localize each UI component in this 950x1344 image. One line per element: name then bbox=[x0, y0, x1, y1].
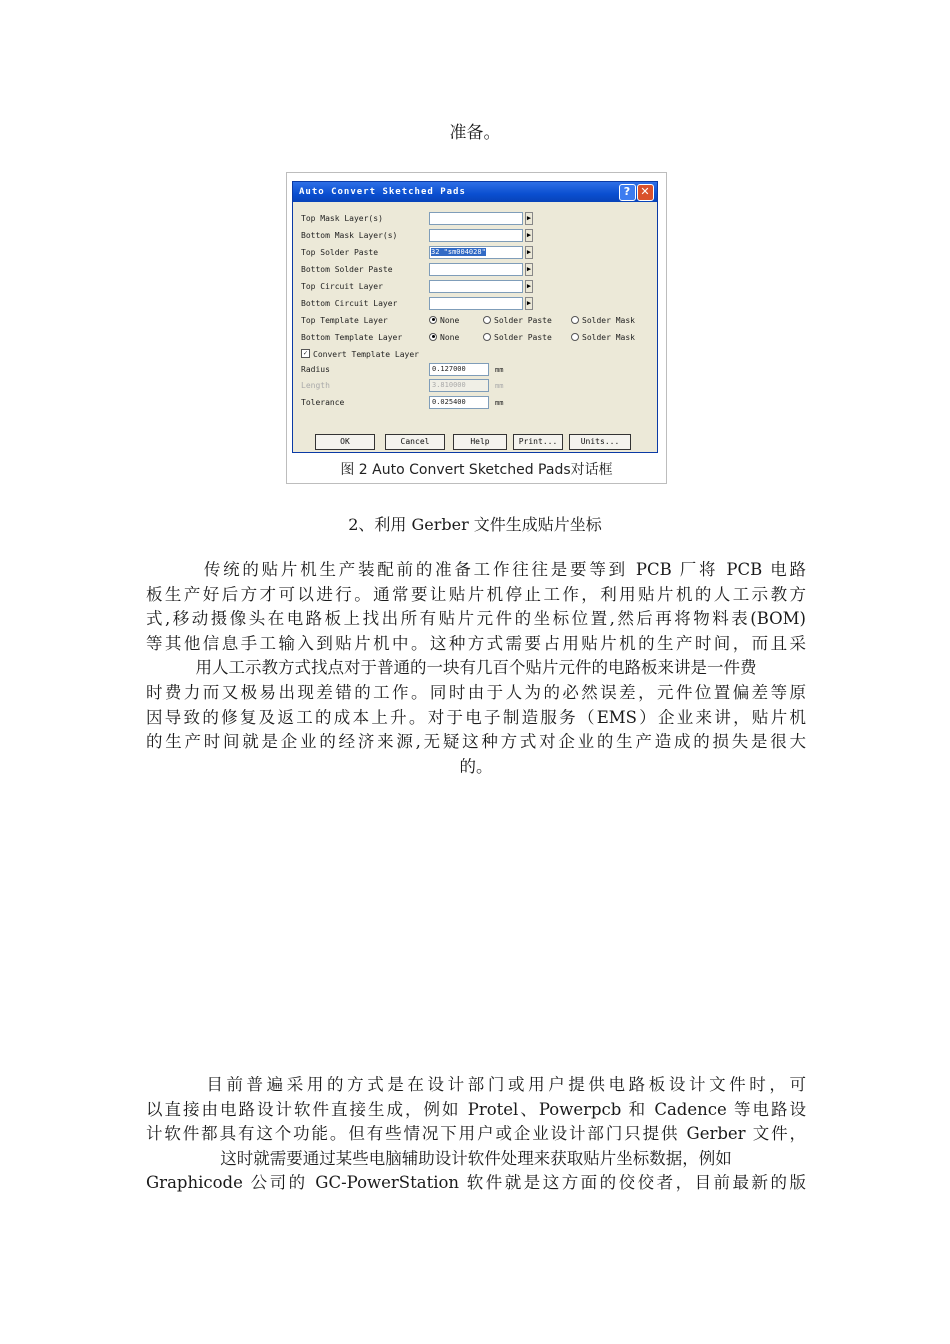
layer-picker-arrow-icon[interactable]: ▶ bbox=[525, 246, 533, 259]
help-button[interactable]: Help bbox=[453, 434, 507, 450]
radio-solder-mask[interactable]: Solder Mask bbox=[571, 314, 635, 328]
bottom-template-row bbox=[301, 331, 651, 345]
radio-solder-paste[interactable]: Solder Paste bbox=[483, 314, 552, 328]
auto-convert-dialog bbox=[292, 181, 658, 453]
text-line: 板生产好后方才可以进行。通常要让贴片机停止工作，利用贴片机的人工示教方 bbox=[146, 584, 806, 604]
dialog-title-bar bbox=[293, 182, 657, 202]
layer-picker-arrow-icon[interactable]: ▶ bbox=[525, 229, 533, 242]
dialog-title: Auto Convert Sketched Pads bbox=[299, 187, 466, 197]
radius-row bbox=[301, 363, 521, 377]
top-template-row bbox=[301, 314, 651, 328]
layer-row-label: Top Solder Paste bbox=[301, 248, 379, 257]
bottom-template-label: Bottom Template Layer bbox=[301, 333, 403, 342]
length-unit: mm bbox=[495, 382, 504, 390]
ok-button[interactable]: OK bbox=[315, 434, 375, 450]
tolerance-label: Tolerance bbox=[301, 398, 345, 407]
radio-dot-icon bbox=[429, 333, 437, 341]
cancel-button[interactable]: Cancel bbox=[385, 434, 445, 450]
text-line: 因导致的修复及返工的成本上升。对于电子制造服务（EMS）企业来讲，贴片机 bbox=[146, 707, 806, 727]
checkbox-check-icon[interactable]: ✓ bbox=[301, 349, 310, 358]
top-line-text: 准备。 bbox=[449, 123, 501, 143]
layer-row-label: Top Mask Layer(s) bbox=[301, 214, 383, 223]
layer-picker-arrow-icon[interactable]: ▶ bbox=[525, 297, 533, 310]
convert-template-row[interactable] bbox=[301, 348, 419, 362]
radio-none[interactable]: None bbox=[429, 314, 459, 328]
close-icon[interactable]: ✕ bbox=[637, 184, 654, 201]
layer-picker-arrow-icon[interactable]: ▶ bbox=[525, 263, 533, 276]
layer-picker-arrow-icon[interactable]: ▶ bbox=[525, 212, 533, 225]
section-heading: 2、利用 Gerber 文件生成贴片坐标 bbox=[348, 515, 602, 534]
text-line: 的生产时间就是企业的经济来源,无疑这种方式对企业的生产造成的损失是很大 bbox=[146, 732, 806, 752]
text-line: Graphicode 公司的 GC-PowerStation 软件就是这方面的佼佼者，目前最新的版 bbox=[146, 1173, 806, 1193]
paragraph bbox=[146, 558, 806, 779]
tolerance-input[interactable]: 0.025400 bbox=[429, 396, 489, 409]
radio-dot-icon bbox=[571, 333, 579, 341]
text-line: 式,移动摄像头在电路板上找出所有贴片元件的坐标位置,然后再将物料表(BOM) bbox=[146, 609, 806, 629]
text-line: 计软件都具有这个功能。但有些情况下用户或企业设计部门只提供 Gerber 文件， bbox=[146, 1124, 806, 1144]
layer-field[interactable] bbox=[429, 263, 523, 276]
paragraph bbox=[146, 1073, 806, 1196]
layer-field[interactable] bbox=[429, 229, 523, 242]
tolerance-row bbox=[301, 396, 521, 410]
text-line: 等其他信息手工输入到贴片机中。这种方式需要占用贴片机的生产时间，而且采 bbox=[146, 633, 806, 653]
help-icon[interactable]: ? bbox=[619, 184, 636, 201]
figure bbox=[286, 172, 667, 484]
layer-row-label: Bottom Circuit Layer bbox=[301, 299, 398, 308]
layer-field[interactable] bbox=[429, 297, 523, 310]
layer-row-label: Top Circuit Layer bbox=[301, 282, 383, 291]
tolerance-unit: mm bbox=[495, 399, 504, 407]
radio-dot-icon bbox=[571, 316, 579, 324]
radius-input[interactable]: 0.127000 bbox=[429, 363, 489, 376]
convert-template-label: Convert Template Layer bbox=[313, 350, 419, 359]
top-template-label: Top Template Layer bbox=[301, 316, 388, 325]
radius-label: Radius bbox=[301, 365, 330, 374]
figure-caption: 图 2 Auto Convert Sketched Pads对话框 bbox=[340, 462, 613, 478]
print-button[interactable]: Print... bbox=[513, 434, 563, 450]
radio-dot-icon bbox=[429, 316, 437, 324]
radio-solder-paste[interactable]: Solder Paste bbox=[483, 331, 552, 345]
layer-field[interactable] bbox=[429, 280, 523, 293]
radio-solder-mask[interactable]: Solder Mask bbox=[571, 331, 635, 345]
layer-row-label: Bottom Mask Layer(s) bbox=[301, 231, 398, 240]
radio-none[interactable]: None bbox=[429, 331, 459, 345]
text-line: 时费力而又极易出现差错的工作。同时由于人为的必然误差，元件位置偏差等原 bbox=[146, 682, 806, 702]
layer-field[interactable]: 32 "sm004028" bbox=[429, 246, 523, 259]
text-line: 以直接由电路设计软件直接生成，例如 Protel、Powerpcb 和 Cadence 等电路设 bbox=[146, 1099, 806, 1119]
text-line: 这时就需要通过某些电脑辅助设计软件处理来获取贴片坐标数据，例如 bbox=[220, 1148, 732, 1168]
text-line: 用人工示教方式找点对于普通的一块有几百个贴片元件的电路板来讲是一件费 bbox=[195, 658, 757, 678]
text-line: 传统的贴片机生产装配前的准备工作往往是要等到 PCB 厂将 PCB 电路 bbox=[146, 560, 806, 579]
layer-picker-arrow-icon[interactable]: ▶ bbox=[525, 280, 533, 293]
radio-dot-icon bbox=[483, 333, 491, 341]
radius-unit: mm bbox=[495, 366, 504, 374]
units-button[interactable]: Units... bbox=[569, 434, 631, 450]
length-row bbox=[301, 379, 521, 393]
text-line: 的。 bbox=[459, 756, 493, 776]
layer-row-label: Bottom Solder Paste bbox=[301, 265, 393, 274]
radio-dot-icon bbox=[483, 316, 491, 324]
layer-field[interactable] bbox=[429, 212, 523, 225]
text-line: 目前普遍采用的方式是在设计部门或用户提供电路板设计文件时，可 bbox=[146, 1075, 806, 1094]
length-input: 3.810000 bbox=[429, 379, 489, 392]
length-label: Length bbox=[301, 381, 330, 390]
